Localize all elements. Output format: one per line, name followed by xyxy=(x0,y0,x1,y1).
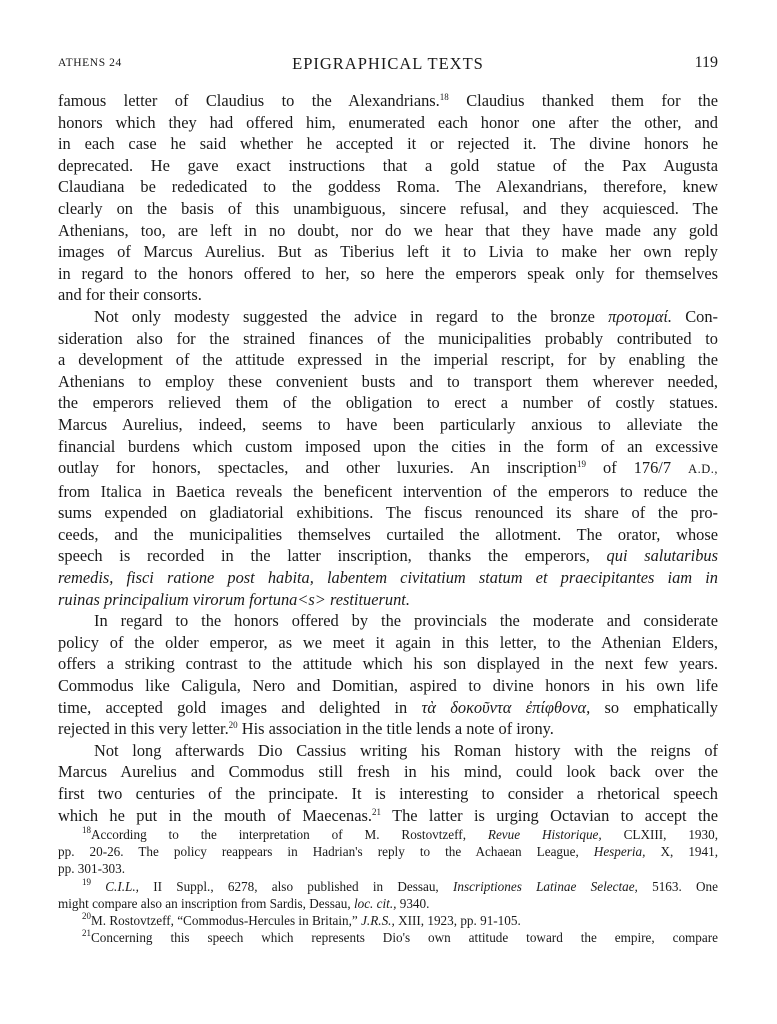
text-line: and for their consorts. xyxy=(58,285,202,305)
text-line: In regard to the honors offered by the provincials the moderate and considerate xyxy=(94,611,718,631)
text-line: which he put in the mouth of Maecenas.$^{21}$ The latter is urging Octavian to accept the xyxy=(58,805,718,825)
text-line: Commodus like Caligula, Nero and Domitian, aspired to divine honors in his own life xyxy=(58,676,718,696)
text-line: Claudiana be rededicated to the goddess Roma. The Alexandrians, therefore, knew xyxy=(58,177,718,197)
latin-quote: qui salutaribus xyxy=(606,546,718,566)
footnote-21: $^{21}$Concerning this speech which represents Dio's own attitude toward the empire, compare xyxy=(82,928,718,946)
text-line: Athenians to employ these convenient busts and to transport them wherever needed, xyxy=(58,371,718,391)
text-line: Not long afterwards Dio Cassius writing his Roman history with the reigns of xyxy=(94,740,718,760)
text-line: financial burdens which custom imposed upon the cities in the form of an excessive xyxy=(58,436,718,456)
text-line: deprecated. He gave exact instructions that a gold statue of the Pax Augusta xyxy=(58,155,718,175)
page-number: 119 xyxy=(694,54,718,71)
text-line: in each case he said whether he accepted it or rejected it. The divine honors he xyxy=(58,134,718,154)
text-line: outlay for honors, spectacles, and other luxuries. An inscription$^{19}$ of 176/7 A.D., xyxy=(58,458,718,478)
text-line: honors which they had offered him, enumerated each honor one after the other, and xyxy=(58,112,718,132)
text-line: the emperors relieved them of the obligation to erect a number of costly statues. xyxy=(58,393,718,413)
greek-term: προτομαί. xyxy=(608,306,672,326)
latin-quote: ruinas principalium virorum fortuna<s> restituerunt. xyxy=(58,589,410,609)
footnote-19: $^{19}$ C.I.L., II Suppl., 6278, also published in Dessau, Inscriptiones Latinae Selectae, 5163. One might compare also an inscription from Sardis, Dessau, loc. cit., 9340. xyxy=(58,876,719,911)
text-line: time, accepted gold images and delighted in τὰ δοκοῦντα ἐπίφθονα, so emphatically xyxy=(58,697,718,717)
text-line: policy of the older emperor, as we meet it again in this letter, to the Athenian Elders, xyxy=(58,632,718,652)
text-line: famous letter of Claudius to the Alexandrians.$^{18}$ Claudius thanked them for the xyxy=(58,91,718,110)
paragraph-2 xyxy=(58,306,718,610)
footnote-ref-19[interactable]: 19 xyxy=(576,459,586,470)
text-line: from Italica in Baetica reveals the beneficent intervention of the emperors to reduce the xyxy=(58,481,718,501)
text-line: offers a striking contrast to the attitude which his son displayed in the next few years. xyxy=(58,654,718,674)
text-line: rejected in this very letter.$^{20}$ His association in the title lends a note of irony. xyxy=(58,719,554,739)
text-line: ceeds, and the municipalities themselves curtailed the allotment. The orator, whose xyxy=(58,524,718,544)
text-line: images of Marcus Aurelius. But as Tiberius left it to Livia to make her own reply xyxy=(58,242,718,262)
text-line: first two centuries of the principate. It is interesting to consider a rhetorical speech xyxy=(58,784,718,803)
footnote-18: $^{18}$According to the interpretation of M. Rostovtzeff, Revue Historique, CLXIII, 1930, pp. 20-26. The policy reappears in Hadrian's reply to the Achaean League, Hesperia, X, 1941, pp. 301-303. xyxy=(58,825,719,877)
main-text xyxy=(58,90,718,826)
text-line: speech is recorded in the latter inscription, thanks the emperors, qui salutaribus xyxy=(58,546,718,566)
greek-term: τὰ δοκοῦντα ἐπίφθονα, xyxy=(421,697,591,717)
header-title: EPIGRAPHICAL TEXTS xyxy=(292,54,484,73)
footnote-ref-18[interactable]: 18 xyxy=(439,92,449,102)
latin-quote: remedis, fisci ratione post habita, labentem civitatium statum et praecipitantes iam in xyxy=(58,568,718,588)
paragraph-1 xyxy=(58,90,718,306)
text-line: Athenians, too, are left in no doubt, nor do we hear that they have made any gold xyxy=(58,220,718,240)
text-line: Not only modesty suggested the advice in regard to the bronze προτομαί. Con- xyxy=(94,306,718,326)
footnotes xyxy=(58,826,718,946)
header-section-label: ATHENS 24 xyxy=(58,57,122,69)
footnote-ref-20[interactable]: 20 xyxy=(228,720,238,731)
text-line: a development of the attitude expressed in the imperial rescript, for by enabling the xyxy=(58,350,718,370)
text-line: sums expended on gladiatorial exhibitions. The fiscus renounced its share of the pro- xyxy=(58,503,718,523)
paragraph-3 xyxy=(58,610,718,740)
text-line: clearly on the basis of this unambiguous, sincere refusal, and they acquiesced. The xyxy=(58,198,718,218)
text-line: Marcus Aurelius, indeed, seems to have been particularly anxious to alleviate the xyxy=(58,414,718,434)
text-line: in regard to the honors offered to her, so here the emperors speak only for themselves xyxy=(58,263,718,283)
running-header xyxy=(58,54,718,76)
text-line: Marcus Aurelius and Commodus still fresh in his mind, could look back over the xyxy=(58,762,718,782)
text-line: sideration also for the strained finances of the municipalities probably contributed to xyxy=(58,328,718,348)
footnote-20: $^{20}$M. Rostovtzeff, “Commodus-Hercules in Britain,” J.R.S., XIII, 1923, pp. 91-105. xyxy=(82,911,521,929)
paragraph-4 xyxy=(58,740,718,826)
footnote-ref-21[interactable]: 21 xyxy=(371,806,381,817)
